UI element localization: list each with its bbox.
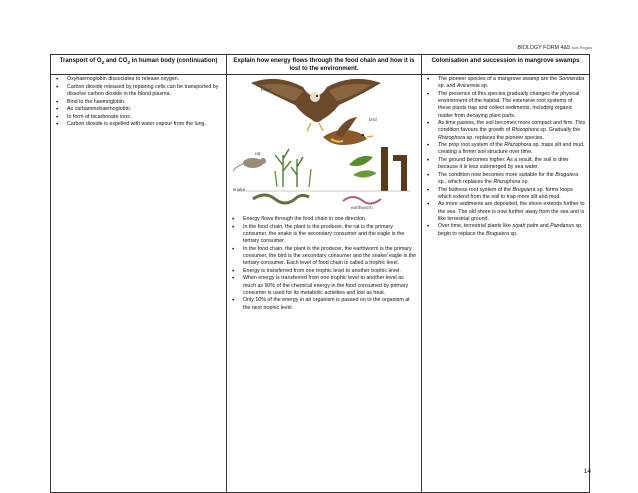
species-name: Sonneratia [558, 76, 585, 83]
label-earthworm: earthworm [351, 205, 373, 211]
col3-list [422, 75, 589, 238]
col2-bullet: • When energy is transferred from one trophic level to another level as much as 90% of the chemical energy in the food consumed by primary consumer is used for its metabolic activities and lost as heat. [227, 275, 421, 297]
col2-bullet: • Energy flows through the food chain in one direction. [227, 216, 421, 223]
col1-bullet: • Carbon dioxide released by repairing cells can be transported by dissolve carbon dioxide in the blood plasma. [51, 84, 226, 98]
plant-drawing [275, 149, 311, 187]
col3-heading: Colonisation and succession in mangrove swamps [422, 55, 590, 75]
col3-bullet: • The pioneer species of a mangrove swamp are the Sonneratia sp. and Avicennia sp. [422, 76, 589, 90]
page-number: 14 [583, 468, 591, 475]
col3-bullet: • The condition now becomes more suitable for the Bruguiera sp., which replaces the Rhizophora sp. [422, 172, 589, 186]
subscript: 2 [127, 60, 131, 66]
table-body-row [51, 75, 590, 493]
col2-bullet: • Only 10% of the energy in an organism is passed on to the organism at the next trophic level. [227, 297, 421, 311]
species-name: Rhizophora [511, 127, 539, 134]
col3-bullet: • The ground becomes higher. As a result, the soil is drier because it is less submerged by sea water. [422, 157, 589, 171]
col1-heading [51, 55, 227, 75]
species-name: Bruguiera [555, 171, 579, 178]
subscript: 2 [101, 60, 105, 66]
col1-heading-text: Transport of $O_2$ and $CO_2$ in human body (continuation) [59, 57, 218, 66]
col1-bullet: • In form of bicarbonate ions. [51, 114, 226, 121]
label-eagle: eagle [261, 87, 273, 93]
species-name: Avicennia [456, 83, 480, 90]
col1-bullet: • Bind to the haemoglobin. [51, 99, 226, 106]
food-web-illustration [231, 75, 417, 215]
col2-bullet: • Energy is transferred from one trophic level to another trophic level. [227, 268, 421, 275]
col3-bullet: • Over time, terrestrial plants like nipah palm and Pandanus sp. begin to replace the Bruguiera sp. [422, 223, 589, 237]
col3-bullet: • As more sediments are deposited, the shore extends further to the sea. The old shore is now further away from the sea and is like terrestrial ground. [422, 201, 589, 223]
twig-drawing [349, 147, 407, 191]
snake-drawing [253, 195, 309, 203]
species-name: Bruguiera [512, 186, 536, 193]
label-snake: snake [233, 187, 246, 193]
species-name: Bruguiera [486, 230, 509, 237]
col1-bullet: • As carbaminohaemoglobin. [51, 106, 226, 113]
col3-bullet: • As time passes, the soil becomes more compact and firm. This condition favours the growth of Rhizophora sp. Gradually the Rhizophora sp. replaces the pioneer species. [422, 120, 589, 142]
col3-bullet: • The buttress root system of the Bruguiera sp. forms loops which extend from the soil to trap more silt and mud. [422, 187, 589, 201]
header-small: Nota Ringkas [571, 46, 592, 50]
earthworm-drawing [343, 197, 381, 204]
species-name: Pandanus [550, 223, 575, 230]
col2-list [227, 215, 421, 312]
label-rat: rat [255, 151, 261, 157]
species-name: Rhizophora [504, 142, 532, 149]
species-name: Rhizophora [438, 134, 466, 141]
notes-table [50, 54, 590, 493]
table-header-row [51, 55, 590, 75]
col2-cell [227, 75, 422, 493]
col2-bullet: • In the food chain, the plant is the producer, the rat is the primary consumer, the snake is the secondary consumer and the eagle is the tertiary consumer. [227, 224, 421, 246]
col1-cell [51, 75, 227, 493]
col1-list [51, 75, 226, 128]
food-chain-figure [231, 75, 417, 215]
label-bird: bird [369, 117, 377, 123]
col2-heading: Explain how energy flows through the food chain and how it is lost to the environment. [227, 55, 422, 75]
col1-bullet: • Oxyhaemoglobin dissociates to release oxygen. [51, 76, 226, 83]
species-name: nipah [512, 223, 526, 230]
rat-drawing [233, 158, 266, 171]
col2-bullet: • In the food chain, the plant is the producer, the earthworm is the primary consumer, the bird is the secondary consumer and the snake/ eagle is the tertiary consumer. Each level of food chain is called a trophic level. [227, 246, 421, 268]
col1-bullet: • Carbon dioxide is expelled with water vapour from the lung. [51, 121, 226, 128]
col3-bullet: • The prop root system of the Rhizophora sp. traps silt and mud, creating a firmer soil structure over time. [422, 142, 589, 156]
header-title: BIOLOGY FORM 4&5 [517, 45, 571, 51]
species-name: Rhizophora [493, 178, 521, 185]
bird-drawing [323, 117, 373, 145]
col3-cell [422, 75, 590, 493]
running-header [518, 45, 592, 51]
col3-bullet: • The presence of this species gradually changes the physical environment of the habitat. The extensive root systems of these plants trap and collect sediments, including organic matter from decaying plant parts. [422, 91, 589, 120]
